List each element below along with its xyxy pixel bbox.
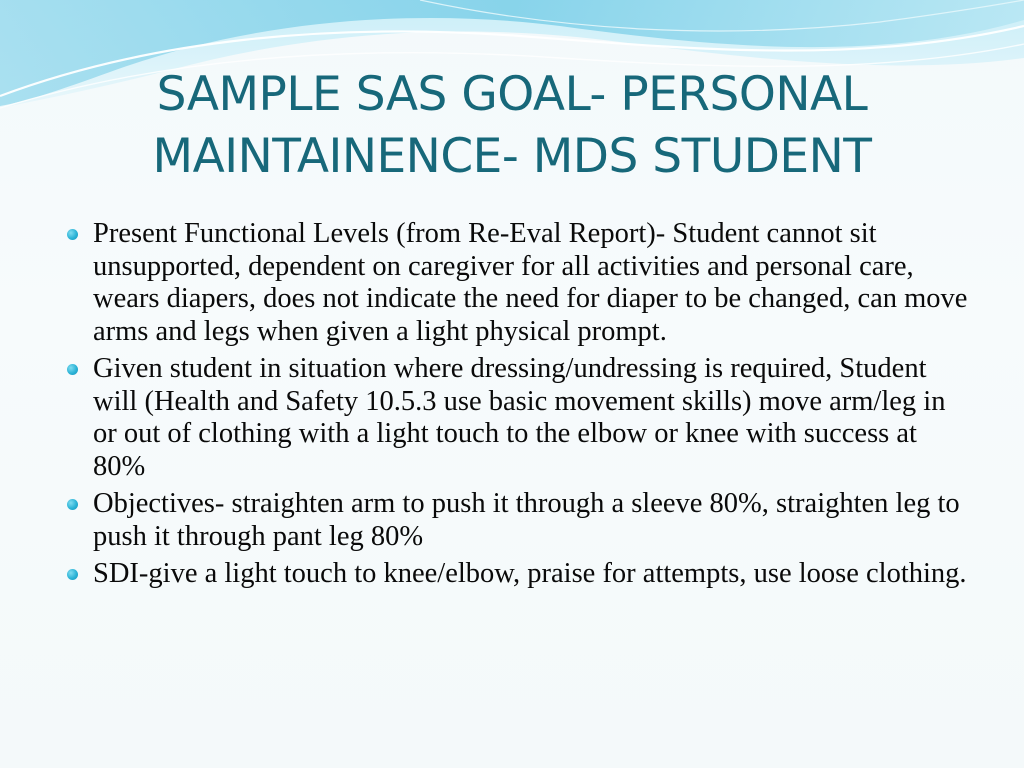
slide-title-line-1: SAMPLE SAS GOAL- PERSONAL [156, 67, 868, 122]
bullet-text: Present Functional Levels (from Re-Eval Report)- Student cannot sit unsupported, dependent on caregiver for all activities and personal care, wears diapers, does not indicate the need for diaper to be changed, can move arms and legs when given a light physical prompt. [93, 218, 968, 347]
slide-title-line-2: MAINTAINENCE- MDS STUDENT [152, 129, 872, 184]
bullet-text: Given student in situation where dressing/undressing is required, Student will (Health and Safety 10.5.3 use basic movement skills) move arm/leg in or out of clothing with a light touch to the elbow or knee with success at 80% [93, 353, 946, 482]
bullet-dot-icon [67, 499, 78, 510]
bullet-dot-icon [67, 569, 78, 580]
bullet-dot-icon [67, 364, 78, 375]
bullet-item-present-levels [64, 218, 969, 348]
bullet-text: SDI-give a light touch to knee/elbow, praise for attempts, use loose clothing. [93, 558, 967, 589]
bullet-item-objectives [64, 488, 969, 553]
bullet-dot-icon [67, 229, 78, 240]
slide-title [60, 64, 964, 188]
bullet-text: Objectives- straighten arm to push it through a sleeve 80%, straighten leg to push it through pant leg 80% [93, 488, 960, 552]
bullet-item-goal [64, 353, 969, 483]
bullet-item-sdi [64, 558, 969, 591]
bullet-list [64, 218, 969, 596]
